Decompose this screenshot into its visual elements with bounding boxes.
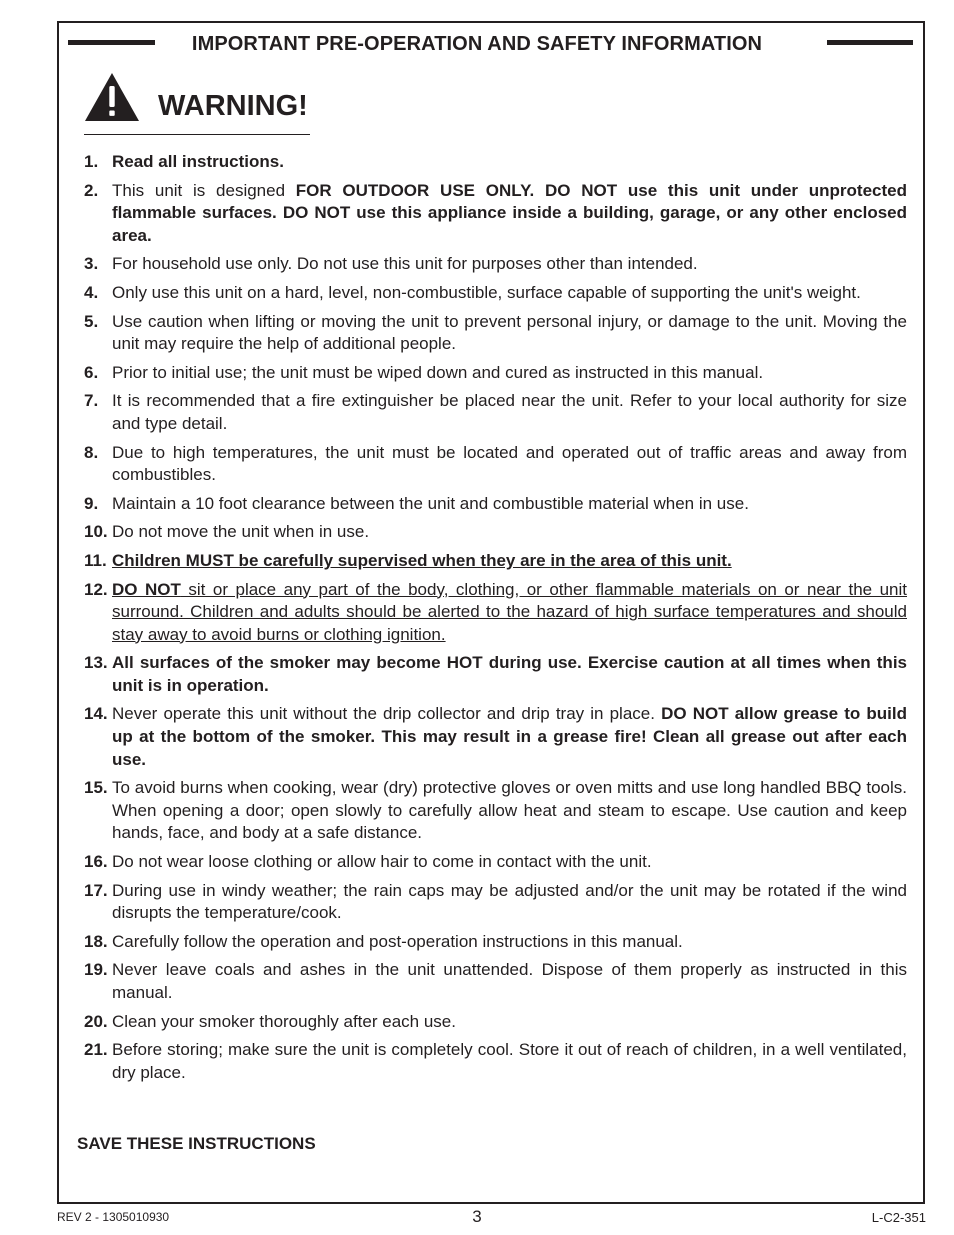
list-item-number: 18. — [84, 931, 108, 951]
list-item — [84, 253, 907, 276]
warning-triangle-icon — [84, 72, 140, 122]
list-item-text-part: Never operate this unit without the drip collector and drip tray in place. — [112, 704, 662, 724]
list-item-text-part: Before storing; make sure the unit is completely cool. Store it out of reach of children, in a well ventilated, dry place. — [112, 1040, 907, 1082]
list-item-text — [112, 652, 907, 697]
list-item-text — [112, 1011, 907, 1034]
list-item-text — [112, 777, 907, 845]
list-item-text-part: Carefully follow the operation and post-operation instructions in this manual. — [112, 931, 683, 951]
list-item-text — [112, 880, 907, 925]
save-instructions: SAVE THESE INSTRUCTIONS — [77, 1134, 316, 1153]
list-item-text — [112, 442, 907, 487]
list-item-text — [112, 703, 907, 771]
list-item-number: 10. — [84, 522, 108, 542]
list-item-text — [112, 282, 907, 305]
list-item-text — [112, 851, 907, 874]
list-item-number: 1. — [84, 152, 99, 171]
warning-label: WARNING! — [158, 90, 308, 122]
list-item-text — [112, 579, 907, 647]
page-number: 3 — [472, 1207, 482, 1226]
list-item-text — [112, 151, 907, 174]
list-item-text-part: Use caution when lifting or moving the unit to prevent personal injury, or damage to the unit. Moving the unit may require the help of additional people. — [112, 311, 907, 354]
list-item-number: 17. — [84, 880, 108, 900]
list-item-text — [112, 931, 907, 954]
list-item-number: 12. — [84, 579, 108, 599]
list-item — [84, 493, 907, 516]
list-item-text — [112, 390, 907, 435]
list-item-text-part: Due to high temperatures, the unit must be located and operated out of traffic areas and away from combustibles. — [112, 442, 907, 485]
list-item-text — [112, 550, 907, 573]
list-item — [84, 579, 907, 647]
list-item-number: 5. — [84, 311, 99, 331]
list-item — [84, 442, 907, 487]
list-item-number: 13. — [84, 653, 108, 673]
list-item — [84, 959, 907, 1004]
list-item — [84, 652, 907, 697]
list-item-text-part: DO NOT — [112, 579, 181, 599]
safety-list — [84, 151, 907, 1090]
list-item-text-part: To avoid burns when cooking, wear (dry) protective gloves or oven mitts and use long handled BBQ tools. When opening a door; open slowly to carefully allow heat and steam to escape. Use caution and keep hands, face, and body at a safe distance. — [112, 778, 907, 843]
list-item-text-part: Do not move the unit when in use. — [112, 522, 370, 542]
list-item-text — [112, 362, 907, 385]
page-title: IMPORTANT PRE-OPERATION AND SAFETY INFORMATION — [191, 33, 763, 55]
list-item-text — [112, 493, 907, 516]
list-item-number: 19. — [84, 960, 108, 980]
list-item-number: 14. — [84, 704, 108, 724]
list-item-number: 2. — [84, 180, 99, 200]
list-item-number: 9. — [84, 493, 99, 513]
list-item-text-part: Read all instructions. — [112, 152, 284, 171]
list-item-text-part: For household use only. Do not use this unit for purposes other than intended. — [112, 254, 698, 274]
list-item-number: 7. — [84, 391, 99, 411]
list-item — [84, 851, 907, 874]
document-code: L-C2-351 — [871, 1210, 926, 1225]
list-item-text-part: DO NOT allow grease to build up at the bottom of the smoker. This may result in a grease fire! Clean all grease out after each use. — [112, 704, 907, 769]
list-item-text-part: Clean your smoker thoroughly after each use. — [112, 1011, 456, 1031]
list-item — [84, 282, 907, 305]
list-item-text-part: Maintain a 10 foot clearance between the unit and combustible material when in use. — [112, 493, 749, 513]
list-item-number: 3. — [84, 254, 99, 274]
list-item — [84, 311, 907, 356]
list-item — [84, 1011, 907, 1034]
list-item-number: 16. — [84, 852, 108, 872]
list-item-number: 4. — [84, 282, 99, 302]
header-rule-right — [827, 40, 913, 45]
list-item-number: 6. — [84, 362, 99, 382]
list-item-text — [112, 959, 907, 1004]
list-item-number: 20. — [84, 1011, 108, 1031]
list-item — [84, 180, 907, 248]
list-item-number: 11. — [84, 550, 107, 570]
list-item-number: 15. — [84, 778, 108, 798]
list-item-text-part: All surfaces of the smoker may become HOT during use. Exercise caution at all times when this unit is in operation. — [112, 653, 907, 695]
list-item-number: 21. — [84, 1040, 108, 1060]
list-item — [84, 390, 907, 435]
list-item — [84, 931, 907, 954]
list-item-text-part: During use in windy weather; the rain caps may be adjusted and/or the unit may be rotated if the wind disrupts the temperature/cook. — [112, 880, 907, 923]
list-item — [84, 703, 907, 771]
list-item — [84, 777, 907, 845]
warning-underline — [84, 134, 310, 135]
list-item — [84, 880, 907, 925]
list-item-text-part: Prior to initial use; the unit must be wiped down and cured as instructed in this manual. — [112, 362, 764, 382]
list-item — [84, 1039, 907, 1084]
list-item-text-part: This unit is designed — [112, 180, 296, 200]
list-item-text-part: It is recommended that a fire extinguisher be placed near the unit. Refer to your local authority for size and type detail. — [112, 391, 907, 433]
list-item — [84, 521, 907, 544]
list-item-text — [112, 521, 907, 544]
list-item-text-part: Only use this unit on a hard, level, non-combustible, surface capable of supporting the unit's weight. — [112, 282, 861, 302]
list-item — [84, 362, 907, 385]
list-item-text-part: FOR OUTDOOR USE ONLY. DO NOT use this unit under unprotected flammable surfaces. DO NOT use this appliance inside a building, garage, or any other enclosed area. — [112, 180, 907, 245]
list-item-text-part: Never leave coals and ashes in the unit unattended. Dispose of them properly as instructed in this manual. — [112, 960, 907, 1002]
list-item-number: 8. — [84, 442, 99, 462]
list-item-text-part: sit or place any part of the body, clothing, or other flammable materials on or near the unit surround. Children and adults should be alerted to the hazard of high surface temperatures and should stay away to avoid burns or clothing ignition. — [112, 579, 908, 644]
list-item — [84, 550, 907, 573]
revision-number: REV 2 - 1305010930 — [57, 1210, 170, 1224]
list-item-text — [112, 253, 907, 276]
list-item-text — [112, 180, 907, 248]
list-item-text-part: Children MUST be carefully supervised when they are in the area of this unit. — [112, 550, 732, 570]
list-item — [84, 151, 907, 174]
list-item-text-part: Do not wear loose clothing or allow hair to come in contact with the unit. — [112, 852, 652, 872]
list-item-text — [112, 311, 907, 356]
list-item-text — [112, 1039, 907, 1084]
